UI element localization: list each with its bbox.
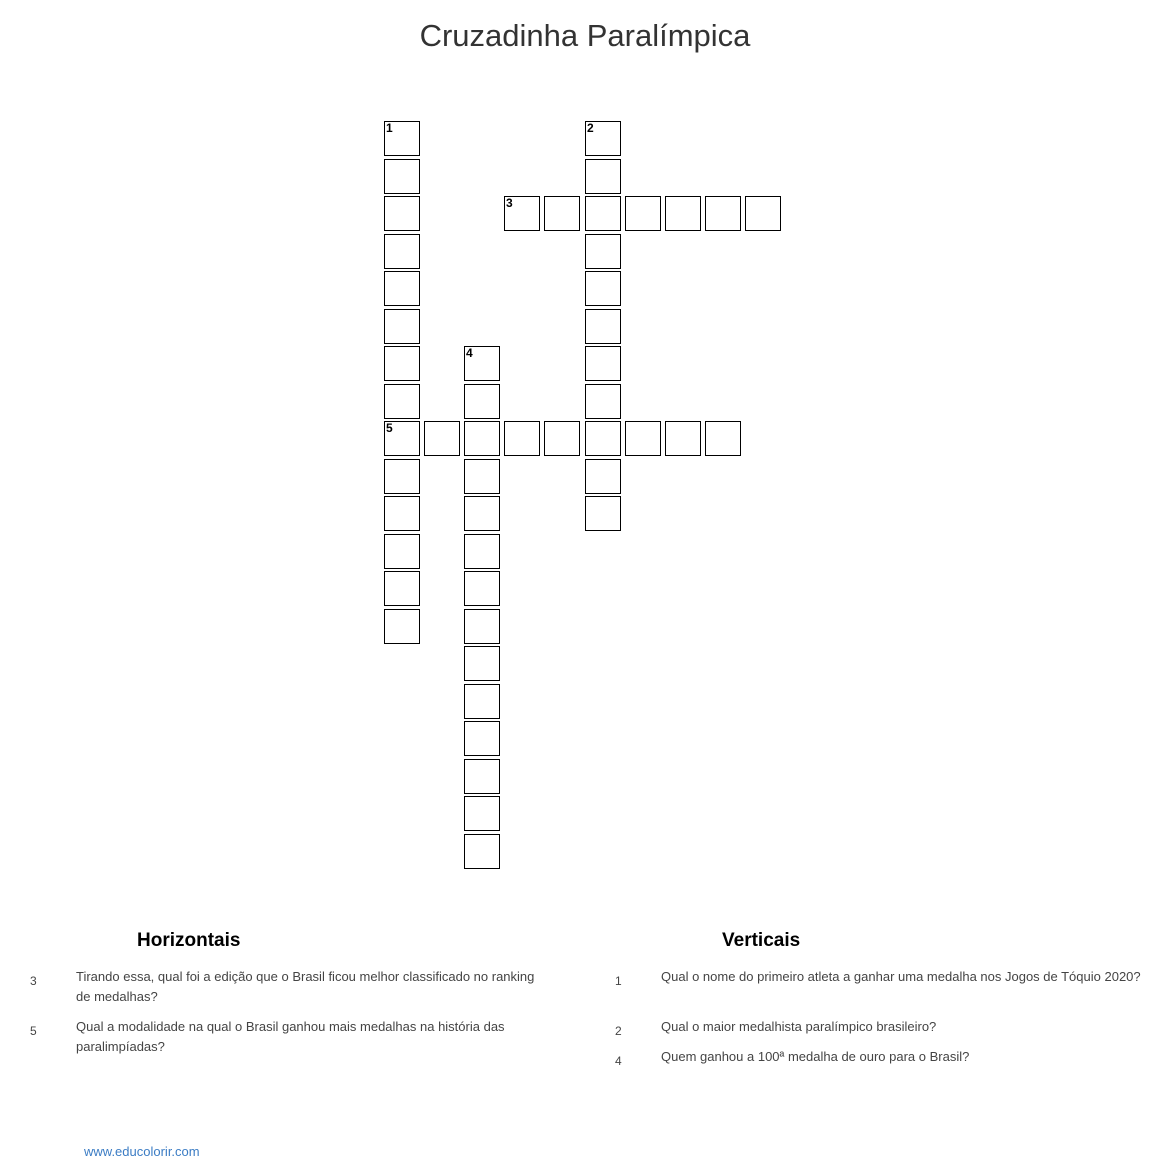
crossword-cell[interactable] (464, 534, 500, 569)
crossword-cell[interactable] (384, 234, 420, 269)
crossword-cell[interactable] (585, 159, 621, 194)
crossword-cell[interactable] (384, 421, 420, 456)
crossword-cell[interactable] (464, 834, 500, 869)
clue-number: 5 (30, 1024, 37, 1038)
clue-number: 2 (615, 1024, 622, 1038)
clue-text: Quem ganhou a 100ª medalha de ouro para o Brasil? (661, 1049, 970, 1064)
crossword-cell[interactable] (464, 384, 500, 419)
crossword-cell[interactable] (384, 309, 420, 344)
crossword-cell[interactable] (464, 571, 500, 606)
crossword-cell[interactable] (384, 384, 420, 419)
clue-text: Tirando essa, qual foi a edição que o Brasil ficou melhor classificado no ranking de medalhas? (76, 969, 535, 1004)
crossword-cell[interactable] (384, 121, 420, 156)
cell-number: 3 (506, 196, 513, 210)
crossword-cell[interactable] (464, 421, 500, 456)
crossword-cell[interactable] (585, 346, 621, 381)
crossword-cell[interactable] (705, 421, 741, 456)
crossword-cell[interactable] (705, 196, 741, 231)
crossword-cell[interactable] (464, 684, 500, 719)
crossword-cell[interactable] (585, 309, 621, 344)
crossword-cell[interactable] (384, 534, 420, 569)
crossword-cell[interactable] (384, 459, 420, 494)
crossword-cell[interactable] (384, 159, 420, 194)
crossword-cell[interactable] (544, 421, 580, 456)
clue-number: 4 (615, 1054, 622, 1068)
crossword-cell[interactable] (585, 196, 621, 231)
crossword-cell[interactable] (464, 459, 500, 494)
crossword-cell[interactable] (585, 271, 621, 306)
page-title: Cruzadinha Paralímpica (419, 18, 751, 53)
crossword-cell[interactable] (424, 421, 460, 456)
vertical-heading: Verticais (722, 930, 801, 951)
horizontal-heading: Horizontais (137, 930, 241, 951)
crossword-cell[interactable] (585, 421, 621, 456)
crossword-cell[interactable] (384, 346, 420, 381)
crossword-cell[interactable] (504, 421, 540, 456)
crossword-cell[interactable] (504, 196, 540, 231)
crossword-cell[interactable] (464, 759, 500, 794)
crossword-cell[interactable] (585, 384, 621, 419)
crossword-cell[interactable] (384, 496, 420, 531)
crossword-cell[interactable] (665, 421, 701, 456)
cell-number: 5 (386, 421, 393, 435)
crossword-cell[interactable] (625, 421, 661, 456)
crossword-cell[interactable] (384, 571, 420, 606)
clue-text: Qual o nome do primeiro atleta a ganhar uma medalha nos Jogos de Tóquio 2020? (661, 969, 1141, 984)
crossword-cell[interactable] (464, 721, 500, 756)
site-link[interactable]: www.educolorir.com (84, 1144, 200, 1159)
crossword-cell[interactable] (464, 646, 500, 681)
crossword-cell[interactable] (625, 196, 661, 231)
crossword-cell[interactable] (585, 121, 621, 156)
clue-text: Qual o maior medalhista paralímpico brasileiro? (661, 1019, 937, 1034)
crossword-cell[interactable] (585, 496, 621, 531)
crossword-cell[interactable] (665, 196, 701, 231)
crossword-cell[interactable] (544, 196, 580, 231)
crossword-cell[interactable] (464, 796, 500, 831)
crossword-cell[interactable] (464, 496, 500, 531)
cell-number: 1 (386, 121, 393, 135)
clue-text: Qual a modalidade na qual o Brasil ganhou mais medalhas na história das paralimpíadas? (76, 1019, 505, 1054)
cell-number: 4 (466, 346, 473, 360)
clue-number: 1 (615, 974, 622, 988)
crossword-cell[interactable] (585, 234, 621, 269)
crossword-cell[interactable] (384, 196, 420, 231)
cell-number: 2 (587, 121, 594, 135)
crossword-cell[interactable] (384, 609, 420, 644)
clue-number: 3 (30, 974, 37, 988)
crossword-cell[interactable] (464, 609, 500, 644)
crossword-cell[interactable] (384, 271, 420, 306)
crossword-cell[interactable] (464, 346, 500, 381)
crossword-cell[interactable] (745, 196, 781, 231)
crossword-cell[interactable] (585, 459, 621, 494)
